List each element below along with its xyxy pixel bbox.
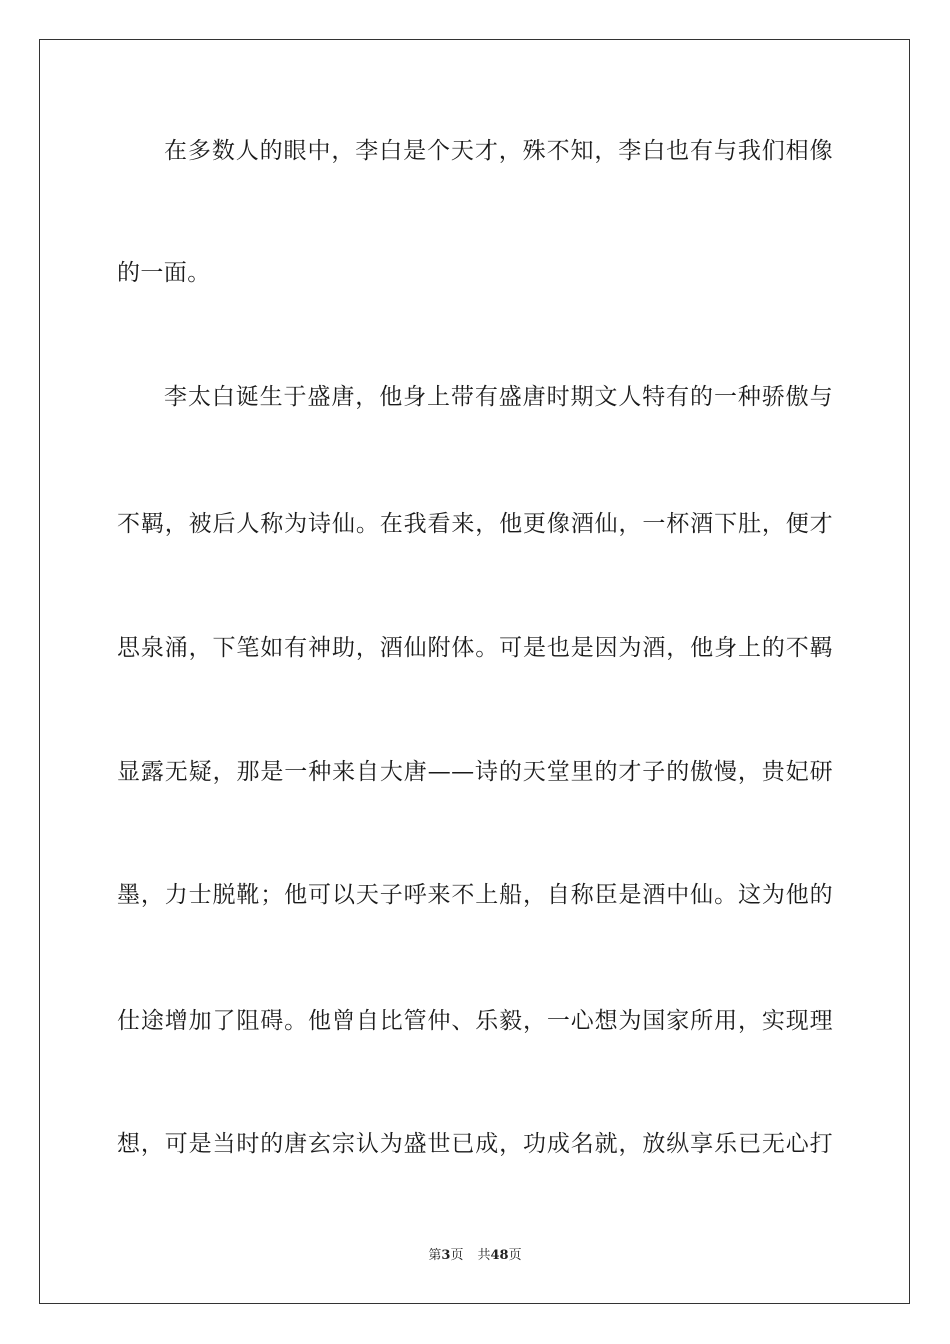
page-label-suffix: 页 [450,1248,464,1263]
current-page-number: 3 [441,1248,451,1263]
page-border [39,39,910,1304]
paragraph-1-line-1: 在多数人的眼中，李白是个天才，殊不知，李白也有与我们相像 [164,138,833,164]
paragraph-2-line-7: 想，可是当时的唐玄宗认为盛世已成，功成名就，放纵享乐已无心打 [117,1131,833,1157]
page-footer [0,1247,950,1265]
paragraph-1-line-2: 的一面。 [117,260,211,286]
total-page-count: 48 [490,1248,509,1263]
paragraph-2-line-3: 思泉涌，下笔如有神助，酒仙附体。可是也是因为酒，他身上的不羁 [117,635,833,661]
paragraph-2-line-5: 墨，力士脱靴；他可以天子呼来不上船，自称臣是酒中仙。这为他的 [117,882,833,908]
page-label-prefix: 第 [428,1248,442,1263]
paragraph-2-line-6: 仕途增加了阻碍。他曾自比管仲、乐毅，一心想为国家所用，实现理 [117,1008,833,1034]
total-label-suffix: 页 [508,1248,522,1263]
paragraph-2-line-4: 显露无疑，那是一种来自大唐——诗的天堂里的才子的傲慢，贵妃研 [117,759,833,785]
paragraph-2-line-1: 李太白诞生于盛唐，他身上带有盛唐时期文人特有的一种骄傲与 [164,384,833,410]
paragraph-2-line-2: 不羁，被后人称为诗仙。在我看来，他更像酒仙，一杯酒下肚，便才 [117,511,833,537]
total-label-prefix: 共 [477,1248,491,1263]
